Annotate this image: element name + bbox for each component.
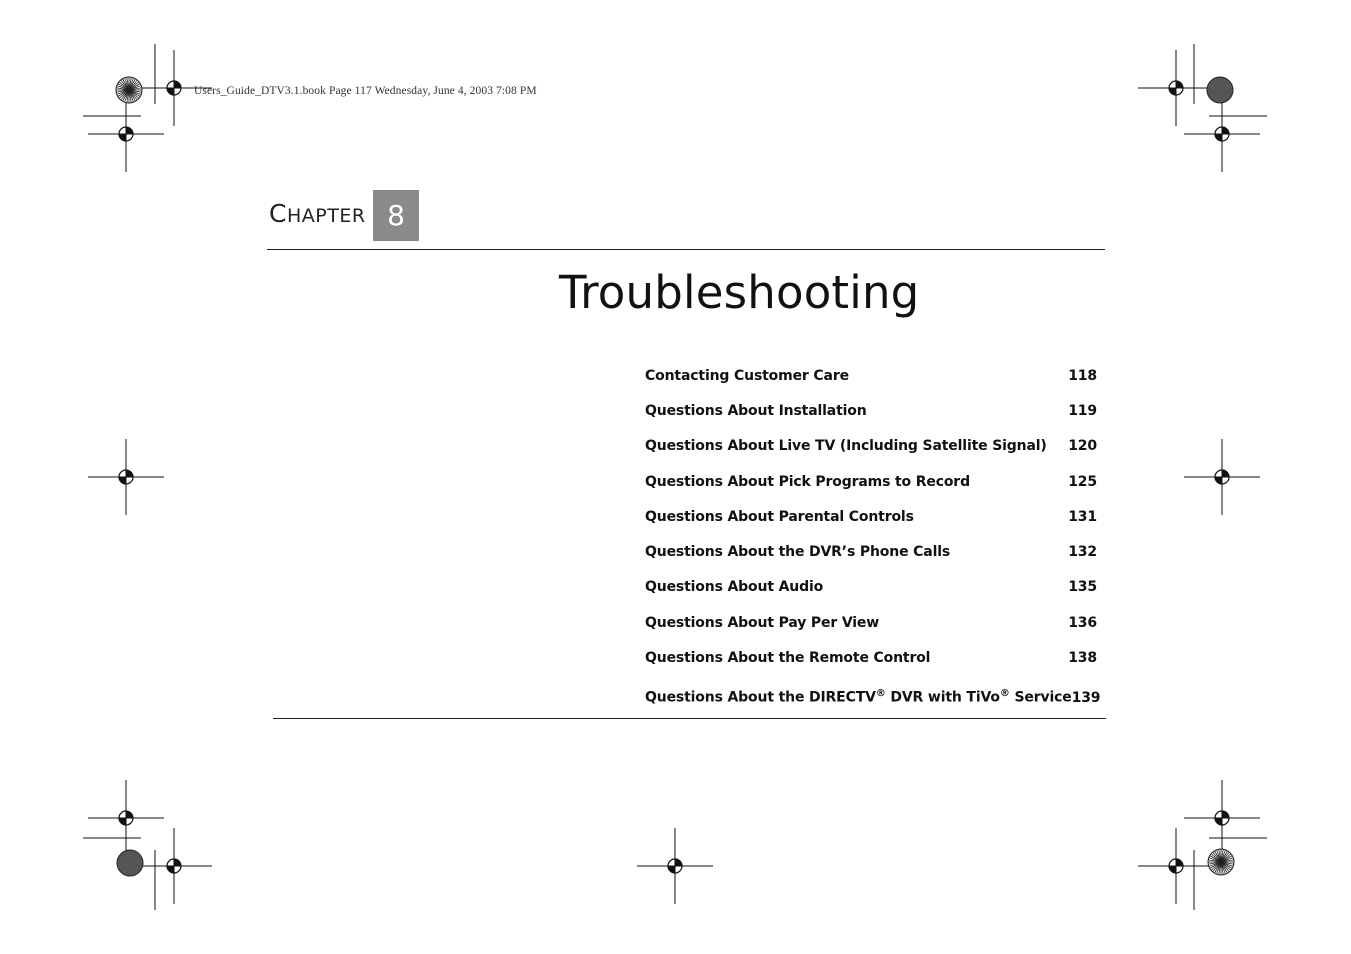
toc-entry-title: Questions About Audio: [645, 579, 824, 595]
toc-entry-page: 118: [1068, 368, 1097, 384]
starburst-mark: [1208, 849, 1234, 875]
footer-rule: [273, 718, 1106, 719]
toc-entry-title: Questions About the Remote Control: [645, 650, 931, 666]
solid-dot-mark: [117, 850, 143, 876]
chapter-title: Troubleshooting: [559, 266, 920, 319]
toc-entry-page: 120: [1068, 438, 1097, 454]
registration-mark: [1138, 50, 1214, 126]
registration-mark: [1184, 96, 1260, 172]
toc-entry-title: Questions About Pay Per View: [645, 615, 880, 631]
toc-entry-title: Questions About the DVR’s Phone Calls: [645, 544, 951, 560]
registration-mark: [88, 96, 164, 172]
toc-entry-page: 132: [1068, 544, 1097, 560]
header-rule: [267, 249, 1105, 250]
toc-entry-page: 136: [1068, 615, 1097, 631]
toc-entry[interactable]: [645, 688, 1101, 710]
registration-mark: [88, 439, 164, 515]
chapter-number-box: [373, 190, 419, 241]
registered-mark: ®: [999, 688, 1010, 699]
toc-entry[interactable]: [645, 474, 1097, 496]
chapter-label: [269, 199, 366, 228]
registration-mark: [136, 828, 212, 904]
toc-entry[interactable]: [645, 509, 1097, 531]
toc-entry-title: Questions About Parental Controls: [645, 509, 914, 525]
file-slug: Users_Guide_DTV3.1.book Page 117 Wednesday, June 4, 2003 7:08 PM: [194, 85, 537, 97]
toc-entry-title: Questions About Pick Programs to Record: [645, 474, 970, 490]
solid-dot-mark: [1207, 77, 1233, 103]
toc-entry[interactable]: [645, 615, 1097, 637]
toc-entry-page: 135: [1068, 579, 1097, 595]
toc-entry-title: Contacting Customer Care: [645, 368, 849, 384]
toc-entry[interactable]: [645, 544, 1097, 566]
toc-entry-page: 119: [1068, 403, 1097, 419]
registration-mark: [1184, 439, 1260, 515]
registration-mark: [88, 780, 164, 856]
toc-entry-page: 131: [1068, 509, 1097, 525]
registered-mark: ®: [875, 688, 886, 699]
toc-entry[interactable]: [645, 579, 1097, 601]
registration-mark: [1138, 828, 1214, 904]
toc-entry-title: Questions About Installation: [645, 403, 867, 419]
toc-entry-title-part: DVR with TiVo: [885, 689, 1000, 706]
toc-entry-page: 139: [1071, 689, 1101, 706]
registration-mark: [1184, 780, 1260, 856]
starburst-mark: [116, 77, 142, 103]
chapter-label-rest: HAPTER: [286, 205, 366, 227]
toc-entry-page: 125: [1068, 474, 1097, 490]
toc-entry-page: 138: [1068, 650, 1097, 666]
chapter-number: 8: [387, 199, 405, 232]
toc-entry-title: Questions About Live TV (Including Satellite Signal): [645, 438, 1047, 454]
toc-entry-title: [645, 688, 1072, 706]
chapter-label-initial: C: [269, 199, 287, 228]
toc-entry-title-part: Service: [1009, 689, 1072, 706]
toc-entry-title-part: Questions About the DIRECTV: [645, 689, 876, 706]
registration-mark: [637, 828, 713, 904]
toc-entry[interactable]: [645, 368, 1097, 390]
toc-entry[interactable]: [645, 438, 1097, 460]
toc-entry[interactable]: [645, 650, 1097, 672]
toc-entry[interactable]: [645, 403, 1097, 425]
